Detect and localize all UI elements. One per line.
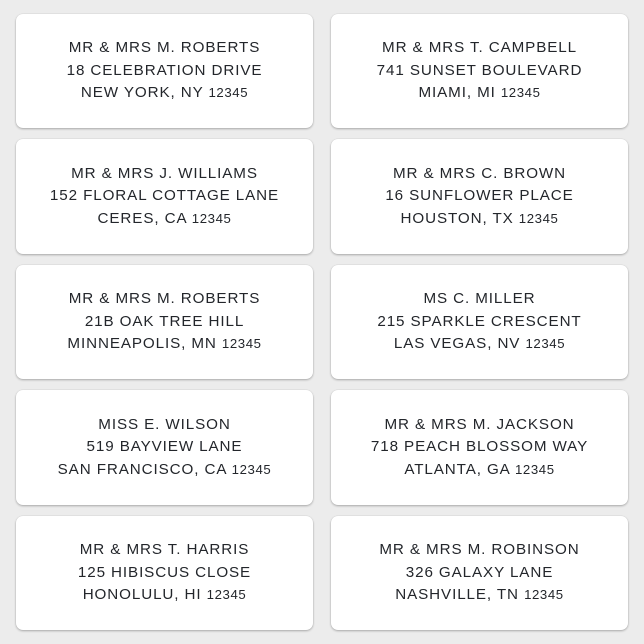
street-address: 326 GALAXY LANE [405, 563, 554, 581]
address-label [331, 390, 628, 504]
street-address: 16 SUNFLOWER PLACE [385, 187, 574, 205]
city-state: MIAMI, MI [418, 84, 496, 102]
address-label [331, 516, 628, 630]
city-state: ATLANTA, GA [404, 460, 510, 478]
postal-code: 12345 [515, 461, 555, 477]
recipient-name: MR & MRS M. ROBINSON [379, 541, 580, 559]
city-state: NEW YORK, NY [80, 84, 204, 102]
street-address: 718 PEACH BLOSSOM WAY [370, 438, 589, 456]
street-address: 18 CELEBRATION DRIVE [66, 61, 263, 79]
recipient-name: MR & MRS M. JACKSON [384, 415, 575, 433]
street-address: 519 BAYVIEW LANE [86, 438, 243, 456]
city-state: SAN FRANCISCO, CA [57, 460, 227, 478]
recipient-name: MR & MRS T. CAMPBELL [382, 39, 577, 57]
recipient-name: MR & MRS C. BROWN [392, 164, 567, 182]
street-address: 125 HIBISCUS CLOSE [77, 563, 252, 581]
postal-code: 12345 [524, 587, 564, 603]
postal-code: 12345 [208, 85, 249, 101]
city-state-zip [401, 208, 559, 231]
city-state: CERES, CA [97, 209, 187, 227]
street-address: 741 SUNSET BOULEVARD [376, 61, 583, 79]
recipient-name: MR & MRS M. ROBERTS [68, 39, 261, 57]
recipient-name: MR & MRS T. HARRIS [79, 541, 250, 559]
city-state-zip [404, 459, 554, 482]
city-state: NASHVILLE, TN [395, 586, 519, 604]
city-state: HONOLULU, HI [82, 586, 202, 604]
city-state: MINNEAPOLIS, MN [67, 335, 217, 353]
postal-code: 12345 [518, 210, 559, 226]
address-label [16, 390, 313, 504]
city-state-zip [418, 82, 540, 105]
street-address: 152 FLORAL COTTAGE LANE [49, 187, 280, 205]
recipient-name: MS C. MILLER [423, 290, 536, 308]
city-state-zip [98, 208, 232, 231]
city-state-zip [67, 333, 261, 356]
city-state-zip [395, 584, 563, 607]
address-label [16, 14, 313, 128]
recipient-name: MR & MRS J. WILLIAMS [71, 164, 258, 182]
street-address: 215 SPARKLE CRESCENT [377, 312, 582, 330]
postal-code: 12345 [206, 587, 247, 603]
address-label [16, 139, 313, 253]
city-state-zip [81, 82, 248, 105]
recipient-name: MR & MRS M. ROBERTS [68, 290, 261, 308]
city-state: HOUSTON, TX [400, 209, 514, 227]
recipient-name: MISS E. WILSON [98, 415, 231, 433]
address-label [16, 265, 313, 379]
address-label [16, 516, 313, 630]
postal-code: 12345 [500, 85, 541, 101]
city-state: LAS VEGAS, NV [393, 335, 521, 353]
street-address: 21B OAK TREE HILL [84, 312, 245, 330]
postal-code: 12345 [231, 461, 272, 477]
city-state-zip [58, 459, 272, 482]
postal-code: 12345 [221, 336, 262, 352]
postal-code: 12345 [191, 210, 232, 226]
postal-code: 12345 [525, 336, 566, 352]
city-state-zip [83, 584, 247, 607]
address-label [331, 265, 628, 379]
city-state-zip [394, 333, 565, 356]
address-label [331, 14, 628, 128]
address-label [331, 139, 628, 253]
